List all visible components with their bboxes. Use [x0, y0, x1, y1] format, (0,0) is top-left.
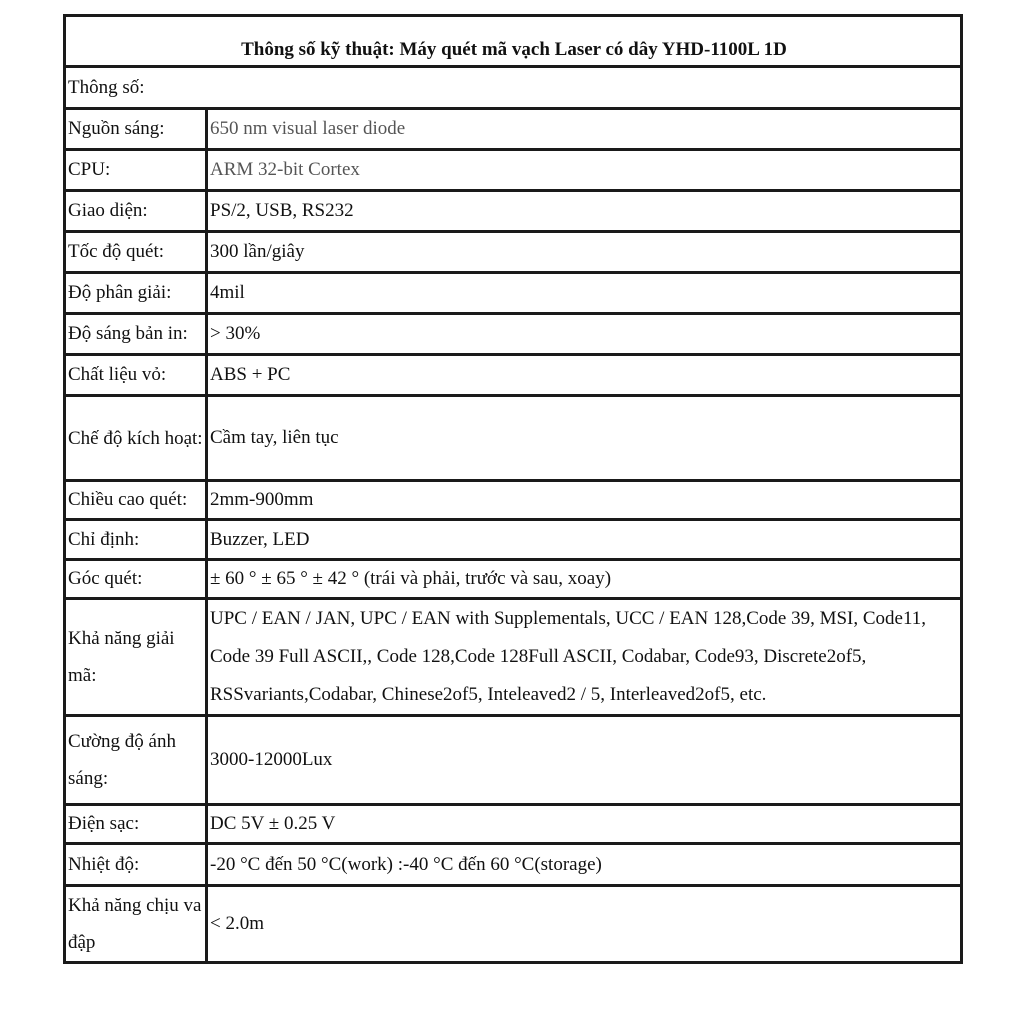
spec-key: Giao diện:	[65, 191, 207, 232]
spec-row	[65, 232, 962, 273]
spec-value: PS/2, USB, RS232	[207, 191, 962, 232]
spec-key: Chất liệu vỏ:	[65, 355, 207, 396]
spec-value: ABS + PC	[207, 355, 962, 396]
spec-row	[65, 273, 962, 314]
spec-value: 3000-12000Lux	[207, 716, 962, 805]
spec-value: 4mil	[207, 273, 962, 314]
title-row	[65, 16, 962, 67]
spec-value: < 2.0m	[207, 886, 962, 963]
spec-row	[65, 355, 962, 396]
spec-value: ± 60 ° ± 65 ° ± 42 ° (trái và phải, trước và sau, xoay)	[207, 560, 962, 599]
spec-row	[65, 314, 962, 355]
spec-value: Buzzer, LED	[207, 520, 962, 560]
section-label: Thông số:	[65, 67, 962, 109]
spec-key: Chỉ định:	[65, 520, 207, 560]
spec-key: Góc quét:	[65, 560, 207, 599]
spec-key: Chiều cao quét:	[65, 481, 207, 520]
spec-key: Cường độ ánh sáng:	[65, 716, 207, 805]
spec-row	[65, 481, 962, 520]
spec-row	[65, 150, 962, 191]
spec-row	[65, 396, 962, 481]
spec-row	[65, 191, 962, 232]
spec-value: 650 nm visual laser diode	[207, 109, 962, 150]
spec-key: Khả năng chịu va đập	[65, 886, 207, 963]
spec-value: DC 5V ± 0.25 V	[207, 805, 962, 844]
spec-key: Độ sáng bản in:	[65, 314, 207, 355]
spec-row	[65, 520, 962, 560]
spec-key: Nhiệt độ:	[65, 844, 207, 886]
spec-row	[65, 560, 962, 599]
spec-value: 300 lần/giây	[207, 232, 962, 273]
spec-value: 2mm-900mm	[207, 481, 962, 520]
spec-key: Tốc độ quét:	[65, 232, 207, 273]
spec-value: Cầm tay, liên tục	[207, 396, 962, 481]
spec-row	[65, 716, 962, 805]
spec-row	[65, 844, 962, 886]
spec-value: > 30%	[207, 314, 962, 355]
spec-key: Nguồn sáng:	[65, 109, 207, 150]
section-row	[65, 67, 962, 109]
spec-key: Khả năng giải mã:	[65, 599, 207, 716]
spec-value: -20 °C đến 50 °C(work) :-40 °C đến 60 °C(storage)	[207, 844, 962, 886]
spec-key: Chế độ kích hoạt:	[65, 396, 207, 481]
spec-row	[65, 599, 962, 716]
spec-row	[65, 109, 962, 150]
spec-key: Độ phân giải:	[65, 273, 207, 314]
spec-row	[65, 805, 962, 844]
spec-row	[65, 886, 962, 963]
spec-key: Điện sạc:	[65, 805, 207, 844]
table-title: Thông số kỹ thuật: Máy quét mã vạch Laser có dây YHD-1100L 1D	[65, 16, 962, 67]
spec-key: CPU:	[65, 150, 207, 191]
spec-table	[63, 14, 963, 964]
spec-value: ARM 32-bit Cortex	[207, 150, 962, 191]
spec-value: UPC / EAN / JAN, UPC / EAN with Supplementals, UCC / EAN 128,Code 39, MSI, Code11, Code 39 Full ASCII,, Code 128,Code 128Full ASCII, Codabar, Code93, Discrete2of5, RSSvariants,Codabar, Chinese2of5, Inteleaved2 / 5, Interleaved2of5, etc.	[207, 599, 962, 716]
